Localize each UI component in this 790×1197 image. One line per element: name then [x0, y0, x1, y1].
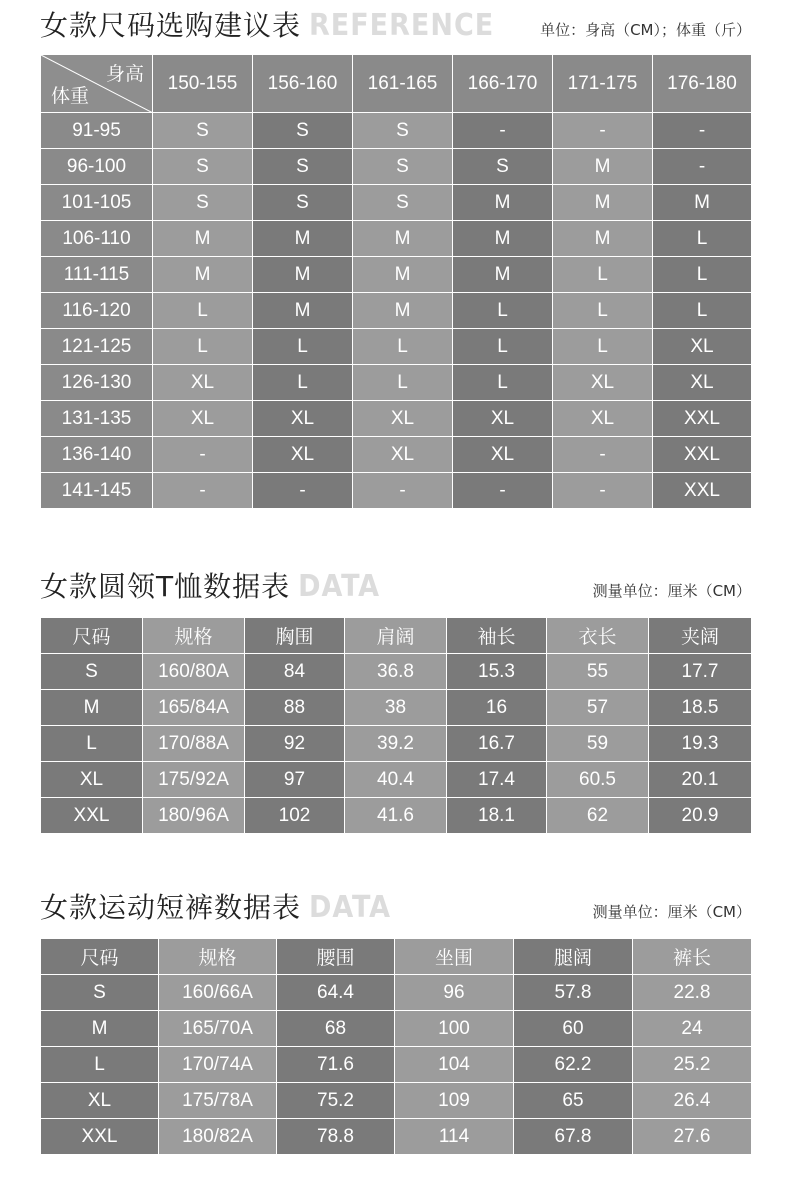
shorts-column-header: 尺码: [41, 939, 159, 975]
tshirt-value-cell: 38: [345, 690, 447, 726]
size-cell: S: [253, 185, 353, 221]
tshirt-row: [41, 690, 752, 726]
shorts-value-cell: 170/74A: [159, 1047, 277, 1083]
size-cell: M: [153, 221, 253, 257]
weight-row-label: 141-145: [41, 473, 153, 509]
shorts-value-cell: 68: [277, 1011, 395, 1047]
shorts-value-cell: 78.8: [277, 1119, 395, 1155]
tshirt-value-cell: 88: [245, 690, 345, 726]
tshirt-size-cell: S: [41, 654, 143, 690]
weight-row-label: 126-130: [41, 365, 153, 401]
shorts-row: [41, 1119, 752, 1155]
size-cell: L: [553, 329, 653, 365]
shorts-value-cell: 160/66A: [159, 975, 277, 1011]
size-cell: M: [353, 221, 453, 257]
size-guide-row: [41, 365, 752, 401]
size-cell: XL: [653, 329, 752, 365]
size-cell: L: [653, 293, 752, 329]
size-cell: -: [453, 113, 553, 149]
shorts-value-cell: 67.8: [514, 1119, 633, 1155]
shorts-value-cell: 62.2: [514, 1047, 633, 1083]
size-cell: -: [353, 473, 453, 509]
size-cell: S: [453, 149, 553, 185]
shorts-column-header: 腿阔: [514, 939, 633, 975]
shorts-value-cell: 109: [395, 1083, 514, 1119]
tshirt-row: [41, 726, 752, 762]
height-column-header: 150-155: [153, 55, 253, 113]
shorts-column-header: 规格: [159, 939, 277, 975]
size-guide-unit: 单位：身高（CM）；体重（斤）: [540, 21, 751, 39]
size-cell: L: [153, 329, 253, 365]
size-cell: M: [353, 293, 453, 329]
size-cell: M: [553, 185, 653, 221]
size-cell: M: [553, 221, 653, 257]
size-cell: XL: [153, 365, 253, 401]
size-cell: -: [453, 473, 553, 509]
tshirt-value-cell: 55: [547, 654, 649, 690]
shorts-value-cell: 100: [395, 1011, 514, 1047]
size-cell: XL: [453, 401, 553, 437]
height-column-header: 156-160: [253, 55, 353, 113]
size-cell: -: [653, 149, 752, 185]
size-guide-title: [40, 4, 494, 44]
size-cell: S: [353, 113, 453, 149]
size-cell: M: [353, 257, 453, 293]
corner-weight-label: 体重: [51, 86, 90, 107]
weight-row-label: 96-100: [41, 149, 153, 185]
tshirt-row: [41, 762, 752, 798]
height-column-header: 161-165: [353, 55, 453, 113]
tshirt-value-cell: 170/88A: [143, 726, 245, 762]
shorts-value-cell: 64.4: [277, 975, 395, 1011]
size-guide-row: [41, 113, 752, 149]
tshirt-value-cell: 84: [245, 654, 345, 690]
size-cell: L: [553, 293, 653, 329]
shorts-column-header: 腰围: [277, 939, 395, 975]
weight-row-label: 131-135: [41, 401, 153, 437]
shorts-value-cell: 175/78A: [159, 1083, 277, 1119]
tshirt-header: [40, 567, 751, 607]
shorts-value-cell: 24: [633, 1011, 752, 1047]
size-cell: -: [153, 473, 253, 509]
size-cell: S: [253, 149, 353, 185]
shorts-value-cell: 75.2: [277, 1083, 395, 1119]
size-cell: M: [453, 257, 553, 293]
size-guide-row: [41, 437, 752, 473]
height-column-header: 176-180: [653, 55, 752, 113]
tshirt-value-cell: 160/80A: [143, 654, 245, 690]
shorts-value-cell: 26.4: [633, 1083, 752, 1119]
size-cell: L: [153, 293, 253, 329]
shorts-value-cell: 104: [395, 1047, 514, 1083]
tshirt-column-header: 规格: [143, 618, 245, 654]
tshirt-title-text: 女款圆领T恤数据表: [40, 570, 291, 603]
tshirt-value-cell: 19.3: [649, 726, 752, 762]
size-cell: S: [153, 185, 253, 221]
size-guide-row: [41, 185, 752, 221]
shorts-unit: 测量单位：厘米（CM）: [592, 903, 751, 921]
tshirt-value-cell: 41.6: [345, 798, 447, 834]
shorts-value-cell: 60: [514, 1011, 633, 1047]
tshirt-column-header: 袖长: [447, 618, 547, 654]
tshirt-row: [41, 654, 752, 690]
corner-height-label: 身高: [105, 64, 144, 85]
size-cell: -: [253, 473, 353, 509]
size-cell: S: [153, 149, 253, 185]
size-cell: -: [553, 113, 653, 149]
tshirt-header-row: [41, 618, 752, 654]
size-cell: M: [253, 293, 353, 329]
size-cell: XL: [253, 401, 353, 437]
size-cell: L: [353, 329, 453, 365]
size-guide-section: [40, 6, 751, 509]
shorts-value-cell: 27.6: [633, 1119, 752, 1155]
tshirt-column-header: 胸围: [245, 618, 345, 654]
size-cell: L: [453, 329, 553, 365]
size-cell: L: [553, 257, 653, 293]
tshirt-value-cell: 18.1: [447, 798, 547, 834]
tshirt-column-header: 衣长: [547, 618, 649, 654]
tshirt-size-cell: XL: [41, 762, 143, 798]
shorts-title-text: 女款运动短裤数据表: [40, 891, 302, 924]
shorts-value-cell: 65: [514, 1083, 633, 1119]
shorts-size-cell: S: [41, 975, 159, 1011]
tshirt-value-cell: 40.4: [345, 762, 447, 798]
tshirt-value-cell: 57: [547, 690, 649, 726]
shorts-section: [40, 888, 751, 1155]
tshirt-value-cell: 17.4: [447, 762, 547, 798]
size-guide-row: [41, 401, 752, 437]
tshirt-value-cell: 60.5: [547, 762, 649, 798]
size-cell: M: [453, 185, 553, 221]
weight-row-label: 116-120: [41, 293, 153, 329]
size-cell: M: [453, 221, 553, 257]
size-guide-title-en: REFERENCE: [309, 8, 495, 43]
size-cell: L: [253, 365, 353, 401]
shorts-size-cell: XXL: [41, 1119, 159, 1155]
size-cell: XXL: [653, 473, 752, 509]
weight-row-label: 111-115: [41, 257, 153, 293]
tshirt-size-cell: M: [41, 690, 143, 726]
tshirt-value-cell: 20.1: [649, 762, 752, 798]
tshirt-value-cell: 165/84A: [143, 690, 245, 726]
size-guide-row: [41, 473, 752, 509]
shorts-title-en: DATA: [309, 890, 391, 925]
shorts-header: [40, 888, 751, 928]
size-cell: L: [453, 293, 553, 329]
size-guide-header: [40, 6, 751, 46]
size-cell: L: [653, 257, 752, 293]
shorts-row: [41, 1011, 752, 1047]
size-cell: -: [153, 437, 253, 473]
size-guide-row: [41, 293, 752, 329]
tshirt-value-cell: 97: [245, 762, 345, 798]
shorts-value-cell: 22.8: [633, 975, 752, 1011]
weight-row-label: 136-140: [41, 437, 153, 473]
size-cell: S: [353, 185, 453, 221]
size-cell: M: [153, 257, 253, 293]
tshirt-value-cell: 16.7: [447, 726, 547, 762]
shorts-size-cell: XL: [41, 1083, 159, 1119]
size-cell: XL: [653, 365, 752, 401]
tshirt-value-cell: 180/96A: [143, 798, 245, 834]
tshirt-value-cell: 39.2: [345, 726, 447, 762]
tshirt-value-cell: 36.8: [345, 654, 447, 690]
size-cell: M: [653, 185, 752, 221]
shorts-header-row: [41, 939, 752, 975]
tshirt-column-header: 夹阔: [649, 618, 752, 654]
corner-cell: [41, 55, 153, 113]
size-cell: -: [553, 437, 653, 473]
size-guide-table: [40, 54, 752, 509]
weight-row-label: 91-95: [41, 113, 153, 149]
size-cell: L: [353, 365, 453, 401]
shorts-table: [40, 938, 752, 1155]
weight-row-label: 101-105: [41, 185, 153, 221]
height-column-header: 171-175: [553, 55, 653, 113]
tshirt-section: [40, 567, 751, 834]
tshirt-column-header: 尺码: [41, 618, 143, 654]
size-cell: L: [453, 365, 553, 401]
size-cell: XL: [353, 437, 453, 473]
shorts-value-cell: 57.8: [514, 975, 633, 1011]
size-cell: S: [253, 113, 353, 149]
size-guide-header-row: [41, 55, 752, 113]
size-guide-row: [41, 257, 752, 293]
size-guide-row: [41, 329, 752, 365]
weight-row-label: 106-110: [41, 221, 153, 257]
shorts-row: [41, 1047, 752, 1083]
weight-row-label: 121-125: [41, 329, 153, 365]
shorts-column-header: 坐围: [395, 939, 514, 975]
shorts-title: [40, 886, 391, 926]
size-cell: XXL: [653, 437, 752, 473]
tshirt-value-cell: 15.3: [447, 654, 547, 690]
shorts-value-cell: 96: [395, 975, 514, 1011]
tshirt-value-cell: 102: [245, 798, 345, 834]
tshirt-value-cell: 175/92A: [143, 762, 245, 798]
size-cell: L: [653, 221, 752, 257]
tshirt-value-cell: 18.5: [649, 690, 752, 726]
size-cell: -: [653, 113, 752, 149]
size-cell: M: [553, 149, 653, 185]
size-cell: -: [553, 473, 653, 509]
tshirt-value-cell: 92: [245, 726, 345, 762]
tshirt-value-cell: 59: [547, 726, 649, 762]
size-cell: XL: [253, 437, 353, 473]
shorts-value-cell: 180/82A: [159, 1119, 277, 1155]
shorts-value-cell: 25.2: [633, 1047, 752, 1083]
tshirt-column-header: 肩阔: [345, 618, 447, 654]
size-guide-row: [41, 149, 752, 185]
tshirt-value-cell: 62: [547, 798, 649, 834]
tshirt-value-cell: 20.9: [649, 798, 752, 834]
size-cell: M: [253, 257, 353, 293]
size-cell: XL: [353, 401, 453, 437]
size-cell: S: [153, 113, 253, 149]
size-cell: XL: [553, 365, 653, 401]
size-guide-row: [41, 221, 752, 257]
shorts-size-cell: M: [41, 1011, 159, 1047]
tshirt-size-cell: XXL: [41, 798, 143, 834]
tshirt-unit: 测量单位：厘米（CM）: [592, 582, 751, 600]
height-column-header: 166-170: [453, 55, 553, 113]
size-cell: XL: [453, 437, 553, 473]
tshirt-size-cell: L: [41, 726, 143, 762]
size-cell: XXL: [653, 401, 752, 437]
tshirt-row: [41, 798, 752, 834]
tshirt-title-en: DATA: [298, 569, 381, 604]
shorts-column-header: 裤长: [633, 939, 752, 975]
shorts-row: [41, 975, 752, 1011]
shorts-value-cell: 165/70A: [159, 1011, 277, 1047]
tshirt-table: [40, 617, 752, 834]
shorts-value-cell: 114: [395, 1119, 514, 1155]
size-cell: L: [253, 329, 353, 365]
tshirt-value-cell: 16: [447, 690, 547, 726]
shorts-size-cell: L: [41, 1047, 159, 1083]
tshirt-title: [40, 565, 380, 605]
size-cell: M: [253, 221, 353, 257]
size-cell: XL: [553, 401, 653, 437]
tshirt-value-cell: 17.7: [649, 654, 752, 690]
shorts-row: [41, 1083, 752, 1119]
size-cell: XL: [153, 401, 253, 437]
size-cell: S: [353, 149, 453, 185]
size-guide-title-text: 女款尺码选购建议表: [40, 9, 302, 42]
shorts-value-cell: 71.6: [277, 1047, 395, 1083]
